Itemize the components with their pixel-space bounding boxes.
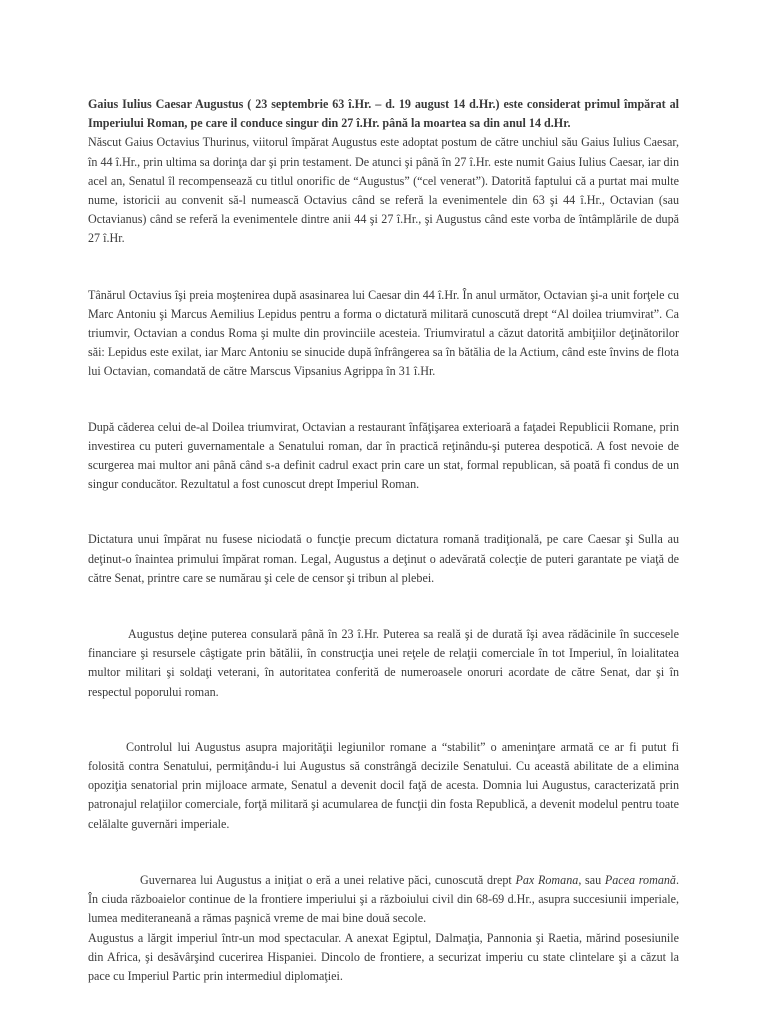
paragraph-emperor-powers: Dictatura unui împărat nu fusese niciodată o funcţie precum dictatura romană tradiţională, pe care Caesar şi Sulla au deţinut-o înaintea primului împărat roman. Legal, Augustus a deţinut o adevărată colecţie de puteri garantate pe viaţă de către Senat, printre care se numărau şi cele de censor şi tribun al plebei.: [88, 532, 679, 585]
paragraph-expansion: Augustus a lărgit imperiul într-un mod spectacular. A anexat Egiptul, Dalmaţia, Pannonia şi Raetia, mărind posesiunile din Africa, şi desăvârşind cucerirea Hispaniei. Dincolo de frontiere, a securizat imperiu cu state clintelare şi a căzut la pace cu Imperiul Partic prin intermediul diplomaţiei.: [88, 930, 679, 983]
document-title: Gaius Iulius Caesar Augustus ( 23 septembrie 63 î.Hr. – d. 19 august 14 d.Hr.) este considerat primul împărat al Imperiului Roman, pe care il conduce singur din 27 î.Hr. până la moartea sa din anul 14 d.Hr.: [88, 97, 679, 131]
paragraph-republic-restoration: După căderea celui de-al Doilea triumvirat, Octavian a restaurant înfăţişarea exterioară a faţadei Republicii Romane, prin investirea cu puteri guvernamentale a Senatului roman, dar în practică reţinându-şi puterea despotică. A fost nevoie de scurgerea mai multor ani până când s-a definit cadrul exact prin care un stat, formal republican, să poată fi condus de un singur conducător. Rezultatul a fost cunoscut drept Imperiul Roman.: [88, 419, 679, 492]
pacea-romana-term: Pacea romană: [604, 872, 676, 887]
pax-romana-term: Pax Romana: [515, 872, 579, 887]
pax-text-after: . În ciuda războaielor continue de la frontiere imperiului şi a războiului civil din 68-69 d.Hr., asupra succesiunii imperiale, lumea mediteraneană a rămas paşnică vreme de mai bine două secole.: [88, 872, 679, 926]
paragraph-legions-control: Controlul lui Augustus asupra majorităţii legiunilor romane a “stabilit” o ameninţare armată ce ar fi putut fi folosită contra Senatului, permiţându-i lui Augustus să constrângă decizile Senatului. Cu această abilitate de a elimina opoziţia senatorial prin mijloace armate, Senatul a devenit docil faţă de acesta. Domnia lui Augustus, caracterizată prin patronajul relaţiilor comerciale, forţă militară şi acumularea de funcţii din fosta Republică, a devenit modelul pentru toate celălalte guvernări imperiale.: [88, 739, 679, 831]
paragraph-triumvirate: Tânărul Octavius îşi preia moştenirea după asasinarea lui Caesar din 44 î.Hr. În anul următor, Octavian şi-a unit forţele cu Marc Antoniu şi Marcus Aemilius Lepidus pentru a forma o dictatură militară cunoscută drept “Al doilea triumvirat”. Ca triumvir, Octavian a condus Roma şi multe din provinciile acesteia. Triumviratul a căzut datorită ambiţiilor deţinătorilor săi: Lepidus este exilat, iar Marc Antoniu se sinucide după înfrângerea sa în bătălia de la Actium, când este învins de flota lui Octavian, comandată de către Marscus Vipsanius Agrippa în 31 î.Hr.: [88, 287, 679, 379]
pax-text-before: Guvernarea lui Augustus a iniţiat o eră a unei relative păci, cunoscută drept: [140, 872, 516, 887]
paragraph-birth-and-names: Născut Gaius Octavius Thurinus, viitorul împărat Augustus este adoptat postum de către unchiul său Gaius Iulius Caesar, în 44 î.Hr., prin ultima sa dorinţa dar şi prin testament. De atunci şi până în 27 î.Hr. este numit Gaius Iulius Caesar, iar din acel an, Senatul îl recompensează cu titlul onorific de “Augustus” (“cel venerat”). Datorită faptului că a purtat mai multe nume, istoricii au convenit să-l numească Octavius când se referă la evenimentele din 63 şi 44 î.Hr., Octavian (sau Octavianus) când se referă la evenimentele dintre anii 44 şi 27 î.Hr., şi Augustus când este vorba de întâmplările de după 27 î.Hr.: [88, 135, 679, 246]
paragraph-pax-romana: [88, 871, 679, 929]
document-page: [88, 95, 679, 986]
pax-text-middle: , sau: [578, 872, 605, 887]
paragraph-consular-power: Augustus deţine puterea consulară până în 23 î.Hr. Puterea sa reală şi de durată îşi avea rădăcinile în succesele financiare şi resursele câştigate prin bătălii, în construcţia unei reţele de relaţii comerciale în tot Imperiul, în loialitatea multor militari şi soldaţi veterani, în autoritatea conferită de numeroasele onoruri acordate de către Senat, dar şi în respectul poporului roman.: [88, 627, 679, 699]
